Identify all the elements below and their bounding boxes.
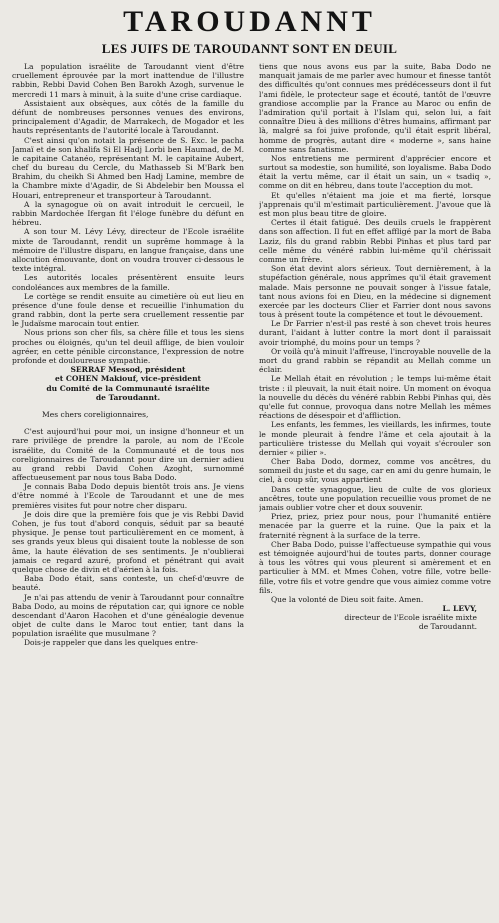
article-column-left [12, 62, 244, 922]
signature-line: directeur de l'Ecole israélite mixte [344, 613, 477, 623]
paragraph: tiens que nous avons eus par la suite, Baba Dodo ne manquait jamais de me parler avec humour et finesse tantôt des difficultés qu'ont connues mes prédécesseurs dont il fut l'ami fidèle, le protecteur sage et écouté, tantôt de l'œuvre grandiose accomplie par la France au Maroc ou enfin de l'admiration qu'il portait à l'Islam qui, selon lui, a fait connaître Dieu à des millions d'êtres humains, affirmant par là, malgré sa foi juive profonde, qu'il était esprit libéral, homme de progrès, autant dire « moderne », sans haine comme sans fanatisme. [259, 62, 491, 154]
paragraph: Que la volonté de Dieu soit faite. Amen. [271, 594, 424, 604]
paragraph: Le cortège se rendit ensuite au cimetière où eut lieu en présence d'une foule dense et recueillie l'inhumation du grand rabbin, dont la perte sera cruellement ressentie par le Judaïsme marocain tout entier. [12, 291, 244, 329]
paragraph: Le Dr Farrier n'est-il pas resté à son chevet trois heures durant, l'aidant à lutter contre la mort dont il paraissait avoir triomphé, du moins pour un temps ? [259, 319, 491, 347]
paragraph: Or voilà qu'à minuit l'affreuse, l'incroyable nouvelle de la mort du grand rabbin se répandit au Mellah comme un éclair. [259, 346, 491, 375]
paragraph: C'est ainsi qu'on notait la présence de S. Exc. le pacha Jamaï et de son khalifa Si El Hadj Lorbi ben Haumad, de M. le capitaine Catanéo, représentant M. le capitaine Aubert, chef du bureau du Cercle, du Mathasseb Si M'Bark ben Brahim, du cheikh Si Ahmed ben Hadj Lamine, membre de la Chambre mixte d'Agadir, de Si Abdelebir ben Moussa el Houari, entrepreneur et transporteur à Taroudannt. [12, 135, 244, 200]
paragraph: Priez, priez, priez pour nous, pour l'humanité entière menacée par la guerre et la ruine. Que la paix et la fraternité règnent à la surface de la terre. [259, 512, 491, 540]
paragraph: La population israélite de Taroudannt vient d'être cruellement éprouvée par la mort inattendue de l'illustre rabbin, Rebbi David Cohen Ben Barokh Azogh, survenue le mercredi 11 mars à minuit, à la suite d'une crise cardiaque. [12, 62, 244, 99]
paragraph: Cher Baba Dodo, dormez, comme vos ancêtres, du sommeil du juste et du sage, car en ami du genre humain, le ciel, à coup sûr, vous appartient [259, 457, 491, 485]
paragraph: Cher Baba Dodo, puisse l'affectueuse sympathie qui vous est témoignée aujourd'hui de toutes parts, donner courage à tous les vôtres qui vous pleurent si amèrement et en particulier à MM. et Mmes Cohen, votre fille, votre belle-fille, votre fils et votre gendre que vous aimiez comme votre fils. [259, 539, 491, 595]
paragraph: Je connais Baba Dodo depuis bientôt trois ans. Je viens d'être nommé à l'Ecole de Taroudannt et une de mes premières visites fut pour notre cher disparu. [12, 482, 244, 510]
signature-line: SERRAF Messod, président [70, 365, 186, 375]
signature-line: de Taroudannt. [418, 622, 477, 632]
paragraph: Son état devint alors sérieux. Tout dernièrement, à la stupéfaction générale, nous apprîmes qu'il était gravement malade. Mais personne ne pouvait songer à l'issue fatale, tant nous avions foi en Dieu, en la médecine si dignement exercée par les docteurs Clier et Farrier dont nous savons tous à présent toute la compétence et tout le dévouement. [259, 264, 491, 320]
paragraph: Certes il était fatigué. Des deuils cruels le frappèrent dans son affection. Il fut en effet affligé par la mort de Baba Laziz, fils du grand rabbin Rebbi Pinhas et plus tard par celle même du vénéré rabbin lui-même qu'il chérissait comme un frère. [259, 218, 491, 264]
article-headline: LES JUIFS DE TAROUDANNT SONT EN DEUIL [101, 41, 398, 56]
paragraph: Assistaient aux obsèques, aux côtés de la famille du défunt de nombreuses personnes venues des environs, principalement d'Agadir, de Marrakech, de Mogador et les hauts représentants de l'autorité locale à Taroudannt. [12, 98, 244, 136]
signature-line: du Comité de la Communauté israélite [46, 383, 210, 393]
speech-greeting: Mes chers coreligionnaires, [42, 409, 149, 419]
signature-line: de Taroudannt. [95, 392, 161, 402]
masthead-title: TAROUDANNT [123, 5, 376, 38]
paragraph: Nous prions son cher fils, sa chère fille et tous les siens proches ou éloignés, qu'un tel deuil afflige, de bien vouloir agréer, en cette pénible circonstance, l'expression de notre profonde et douloureuse sympathie. [12, 328, 244, 365]
article-column-right [259, 62, 491, 922]
paragraph: C'est aujourd'hui pour moi, un insigne d'honneur et un rare privilège de prendre la parole, au nom de l'Ecole israélite, du Comité de la Communauté et de tous nos coreligionnaires de Taroudannt pour dire un dernier adieu au grand rebbi David Cohen Azoght, surnommé affectueusement par nous tous Baba Dodo. [12, 427, 244, 483]
paragraph: Dans cette synagogue, lieu de culte de vos glorieux ancêtres, toute une population recueillie vous promet de ne jamais oublier votre cher et doux souvenir. [259, 484, 491, 512]
paragraph: Baba Dodo était, sans conteste, un chef-d'œuvre de beauté. [12, 574, 244, 593]
paragraph: A la synagogue où on avait introduit le cercueil, le rabbin Mardochée Ifergan fit l'éloge funèbre du défunt en hébreu. [12, 199, 244, 228]
paragraph: Les enfants, les femmes, les vieillards, les infirmes, toute le monde pleurait à fendre l'âme et cela ajoutait à la particulière tristesse du Mellah qui voyait s'écrouler son dernier « pilier ». [259, 420, 491, 457]
paragraph: Le Mellah était en révolution ; le temps lui-même était triste : il pleuvait, la nuit était noire. Un moment on évoqua la nouvelle du décès du vénéré rabbin Rebbi Pinhas qui, dès qu'elle fut connue, provoqua dans notre Mellah les mêmes réactions de désespoir et d'affliction. [259, 374, 491, 421]
paragraph: A son tour M. Lévy Lévy, directeur de l'Ecole israélite mixte de Taroudannt, rendit un suprême hommage à la mémoire de l'illustre disparu, en langue française, dans une allocution émouvante, dont on voudra trouver ci-dessous le texte intégral. [12, 227, 244, 274]
signature-line: et COHEN Makiouf, vice-président [54, 374, 202, 384]
paragraph: Nos entretiens me permirent d'apprécier encore et surtout sa modestie, son humilité, son loyalisme. Baba Dodo était la vertu même, car il était un sain, un « tsadiq », comme on dit en hébreu, dans toute l'acception du mot. [259, 153, 491, 191]
paragraph: Je n'ai pas attendu de venir à Taroudannt pour connaître Baba Dodo, au moins de réputation car, qui ignore ce noble descendant d'Aaron Hacohen et d'une généalogie devenue objet de culte dans le Maroc tout entier, tant dans la population israélite que musulmane ? [12, 592, 244, 639]
signature-line: L. LEVY, [442, 604, 477, 614]
paragraph: Dois-je rappeler que dans les quelques entre- [24, 638, 198, 648]
paragraph: Les autorités locales présentèrent ensuite leurs condoléances aux membres de la famille. [12, 273, 244, 292]
paragraph: Je dois dire que la première fois que je vis Rebbi David Cohen, je fus tout d'abord conquis, séduit par sa beauté physique. Je pense tout particulièrement en ce moment, à ses grands yeux bleus qui disaient toute la noblesse de son âme, la haute élévation de ses sentiments. Je n'oublierai jamais ce regard azuré, profond et pénétrant qui avait quelque chose de divin et d'aérien à la fois. [12, 509, 244, 574]
paragraph: Et qu'elles n'étaient ma joie et ma fierté, lorsque j'apprenais qu'il m'estimait particulièrement. J'avoue que là est mon plus beau titre de gloire. [259, 190, 491, 218]
